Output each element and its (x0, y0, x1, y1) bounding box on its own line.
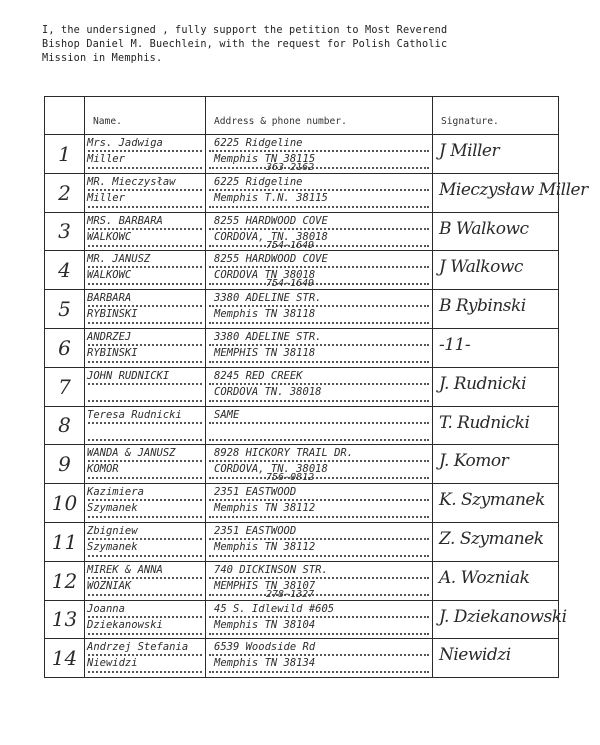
row-number: 9 (45, 445, 85, 484)
address-line-2: Memphis TN 38134 (214, 657, 316, 670)
table-row (45, 522, 559, 561)
petition-statement: I, the undersigned , fully support the petition to Most Reverend Bishop Daniel M. Buechlein, with the request for Polish Catholic Mission in Memphis. (42, 25, 448, 64)
dotted-rule (88, 266, 202, 268)
phone-number: 754-1649 (266, 278, 315, 290)
name-line-2: WALKOWC (87, 269, 132, 282)
dotted-rule (88, 577, 202, 579)
address-line-2: Memphis TN 38118 (214, 308, 316, 321)
dotted-rule (88, 616, 202, 618)
number-column-header (45, 97, 85, 135)
name-line-2: RYBINSKI (87, 346, 138, 359)
name-column-header: Name. (85, 97, 206, 135)
address-line-2: CORDOVA TN. 38018 (214, 385, 322, 398)
address-line-2: Memphis TN 38112 (214, 540, 316, 553)
name-line-2: RYBINSKI (87, 308, 138, 321)
address-line-1: 6539 Woodside Rd (214, 641, 316, 654)
address-cell (206, 251, 433, 290)
dotted-rule (88, 150, 202, 152)
address-line-2: Memphis TN 38112 (214, 502, 316, 515)
dotted-rule (209, 577, 429, 579)
dotted-rule (88, 477, 202, 479)
dotted-rule (88, 206, 202, 208)
name-cell (85, 561, 206, 600)
dotted-rule (88, 594, 202, 596)
handwritten-signature: A. Wozniak (439, 567, 530, 588)
name-line-1: MR. JANUSZ (87, 253, 151, 266)
dotted-rule (209, 633, 429, 635)
address-cell (206, 135, 433, 174)
name-line-1: WANDA & JANUSZ (87, 447, 176, 460)
dotted-rule (209, 206, 429, 208)
signature-cell (433, 561, 559, 600)
row-number: 3 (45, 212, 85, 251)
table-row (45, 600, 559, 639)
table-row (45, 561, 559, 600)
name-line-2: KOMOR (87, 463, 119, 476)
name-line-2: Szymanek (87, 502, 138, 515)
row-number: 12 (45, 561, 85, 600)
name-line-1: BARBARA (87, 292, 132, 305)
dotted-rule (88, 305, 202, 307)
signature-column-header: Signature. (433, 97, 559, 135)
row-number: 10 (45, 484, 85, 523)
address-line-1: 3380 ADELINE STR. (214, 292, 322, 305)
dotted-rule (209, 266, 429, 268)
signature-cell (433, 639, 559, 678)
handwritten-signature: Niewidzi (439, 645, 511, 666)
phone-number: 278-1327 (266, 588, 315, 600)
address-line-1: 3380 ADELINE STR. (214, 330, 322, 343)
table-row (45, 406, 559, 445)
dotted-rule (88, 383, 202, 385)
address-line-1: SAME (214, 408, 240, 421)
name-line-1: MRS. BARBARA (87, 214, 163, 227)
table-row (45, 367, 559, 406)
handwritten-signature: J. Komor (439, 451, 509, 472)
signature-cell (433, 367, 559, 406)
address-line-2: CORDOVA, TN. 38018 (214, 230, 328, 243)
name-line-1: Andrzej Stefania (87, 641, 189, 654)
address-line-2: Memphis TN 38115 (214, 153, 316, 165)
handwritten-signature: J Miller (439, 141, 500, 161)
dotted-rule (88, 400, 202, 402)
row-number: 11 (45, 522, 85, 561)
address-cell (206, 561, 433, 600)
name-line-1: MR. Mieczysław (87, 175, 176, 188)
address-line-2: CORDOVA, TN. 38018 (214, 463, 328, 476)
name-cell (85, 367, 206, 406)
address-cell (206, 522, 433, 561)
signature-cell (433, 600, 567, 639)
handwritten-signature: J. Rudnicki (439, 373, 527, 394)
dotted-rule (88, 228, 202, 230)
signature-cell (433, 328, 559, 367)
address-line-1: 8255 HARDWOOD COVE (214, 253, 328, 266)
row-number: 5 (45, 290, 85, 329)
row-number: 7 (45, 367, 85, 406)
name-cell (85, 251, 206, 290)
row-number: 8 (45, 406, 85, 445)
dotted-rule (88, 361, 202, 363)
name-line-1: Kazimiera (87, 486, 144, 499)
dotted-rule (209, 400, 429, 402)
signature-cell (433, 212, 559, 251)
address-line-1: 6225 Ridgeline (214, 175, 303, 188)
dotted-rule (209, 671, 429, 673)
table-row (45, 135, 559, 174)
signature-cell (433, 484, 559, 523)
table-row (45, 328, 559, 367)
dotted-rule (209, 616, 429, 618)
dotted-rule (209, 499, 429, 501)
dotted-rule (88, 633, 202, 635)
address-cell (206, 212, 433, 251)
signature-cell (433, 406, 559, 445)
name-line-2: Miller (87, 153, 125, 165)
phone-number: 363 2162 (266, 162, 315, 173)
dotted-rule (88, 460, 202, 462)
name-cell (85, 328, 206, 367)
table-row (45, 639, 559, 678)
name-line-1: Mrs. Jadwiga (87, 137, 163, 149)
handwritten-signature: T. Rudnicki (439, 412, 530, 433)
address-cell (206, 600, 433, 639)
name-line-1: ANDRZEJ (87, 330, 132, 343)
signature-cell (433, 251, 559, 290)
dotted-rule (209, 150, 429, 152)
dotted-rule (209, 460, 429, 462)
row-number: 14 (45, 639, 85, 678)
dotted-rule (88, 283, 202, 285)
dotted-rule (88, 422, 202, 424)
dotted-rule (88, 245, 202, 247)
handwritten-signature: Z. Szymanek (439, 528, 544, 549)
name-line-2: Miller (87, 191, 125, 204)
name-cell (85, 484, 206, 523)
signature-cell (433, 445, 559, 484)
row-number: 1 (45, 135, 85, 174)
address-cell (206, 484, 433, 523)
name-line-1: Joanna (87, 602, 125, 615)
address-line-1: 8245 RED CREEK (214, 369, 303, 382)
handwritten-signature: Mieczysław Miller (439, 179, 588, 200)
dotted-rule (209, 361, 429, 363)
name-line-2: Dziekanowski (87, 618, 163, 631)
row-number: 2 (45, 173, 85, 212)
table-header-row (45, 97, 559, 135)
address-cell (206, 639, 433, 678)
name-line-1: JOHN RUDNICKI (87, 369, 170, 382)
address-cell (206, 406, 433, 445)
name-line-2: Szymanek (87, 540, 138, 553)
address-line-2: MEMPHIS TN 38118 (214, 346, 316, 359)
dotted-rule (209, 538, 429, 540)
address-cell (206, 328, 433, 367)
name-line-1: Zbigniew (87, 524, 138, 537)
dotted-rule (209, 305, 429, 307)
address-line-1: 2351 EASTWOOD (214, 486, 297, 499)
dotted-rule (88, 322, 202, 324)
table-row (45, 484, 559, 523)
address-line-1: 740 DICKINSON STR. (214, 563, 328, 576)
table-row (45, 173, 559, 212)
phone-number: 756-0812 (266, 472, 315, 484)
address-column-header: Address & phone number. (206, 97, 433, 135)
signature-cell (433, 290, 559, 329)
address-line-2: Memphis T.N. 38115 (214, 191, 328, 204)
dotted-rule (88, 499, 202, 501)
handwritten-signature: J. Dziekanowski (439, 606, 567, 627)
handwritten-signature: B Walkowc (439, 218, 529, 239)
name-line-2: WALKOWC (87, 230, 132, 243)
handwritten-signature: -11- (439, 334, 471, 355)
table-row (45, 251, 559, 290)
dotted-rule (88, 189, 202, 191)
handwritten-signature: J Walkowc (439, 257, 523, 278)
address-line-1: 2351 EASTWOOD (214, 524, 297, 537)
handwritten-signature: B Rybinski (439, 296, 526, 317)
signature-cell (433, 135, 559, 174)
name-cell (85, 600, 206, 639)
handwritten-signature: K. Szymanek (439, 490, 545, 511)
address-line-2: MEMPHIS TN 38107 (214, 579, 316, 592)
address-line-1: 8255 HARDWOOD COVE (214, 214, 328, 227)
table-row (45, 445, 559, 484)
table-row (45, 290, 559, 329)
dotted-rule (88, 671, 202, 673)
dotted-rule (209, 654, 429, 656)
name-line-2: Niewidzi (87, 657, 138, 670)
dotted-rule (209, 422, 429, 424)
dotted-rule (88, 654, 202, 656)
signature-cell (433, 173, 588, 212)
signature-table (44, 96, 588, 678)
address-cell (206, 445, 433, 484)
dotted-rule (88, 344, 202, 346)
name-cell (85, 212, 206, 251)
name-cell (85, 522, 206, 561)
dotted-rule (209, 439, 429, 441)
address-line-2: Memphis TN 38104 (214, 618, 316, 631)
name-line-1: MIREK & ANNA (87, 563, 163, 576)
dotted-rule (88, 516, 202, 518)
address-line-1: 45 S. Idlewild #605 (214, 602, 335, 615)
dotted-rule (209, 516, 429, 518)
address-cell (206, 173, 433, 212)
dotted-rule (88, 167, 202, 169)
dotted-rule (209, 322, 429, 324)
address-cell (206, 367, 433, 406)
row-number: 13 (45, 600, 85, 639)
table-row (45, 212, 559, 251)
dotted-rule (209, 344, 429, 346)
address-line-1: 8928 HICKORY TRAIL DR. (214, 447, 354, 460)
dotted-rule (209, 189, 429, 191)
dotted-rule (88, 538, 202, 540)
dotted-rule (209, 555, 429, 557)
name-cell (85, 406, 206, 445)
address-cell (206, 290, 433, 329)
name-line-1: Teresa Rudnicki (87, 408, 182, 421)
dotted-rule (209, 228, 429, 230)
row-number: 6 (45, 328, 85, 367)
name-cell (85, 173, 206, 212)
address-line-1: 6225 Ridgeline (214, 137, 303, 149)
signature-cell (433, 522, 559, 561)
phone-number: 754-1649 (266, 239, 315, 251)
address-line-2: CORDOVA TN 38018 (214, 269, 316, 282)
dotted-rule (88, 555, 202, 557)
row-number: 4 (45, 251, 85, 290)
name-cell (85, 135, 206, 174)
dotted-rule (88, 439, 202, 441)
name-cell (85, 639, 206, 678)
name-line-2: WOZNIAK (87, 579, 132, 592)
dotted-rule (209, 383, 429, 385)
name-cell (85, 445, 206, 484)
name-cell (85, 290, 206, 329)
